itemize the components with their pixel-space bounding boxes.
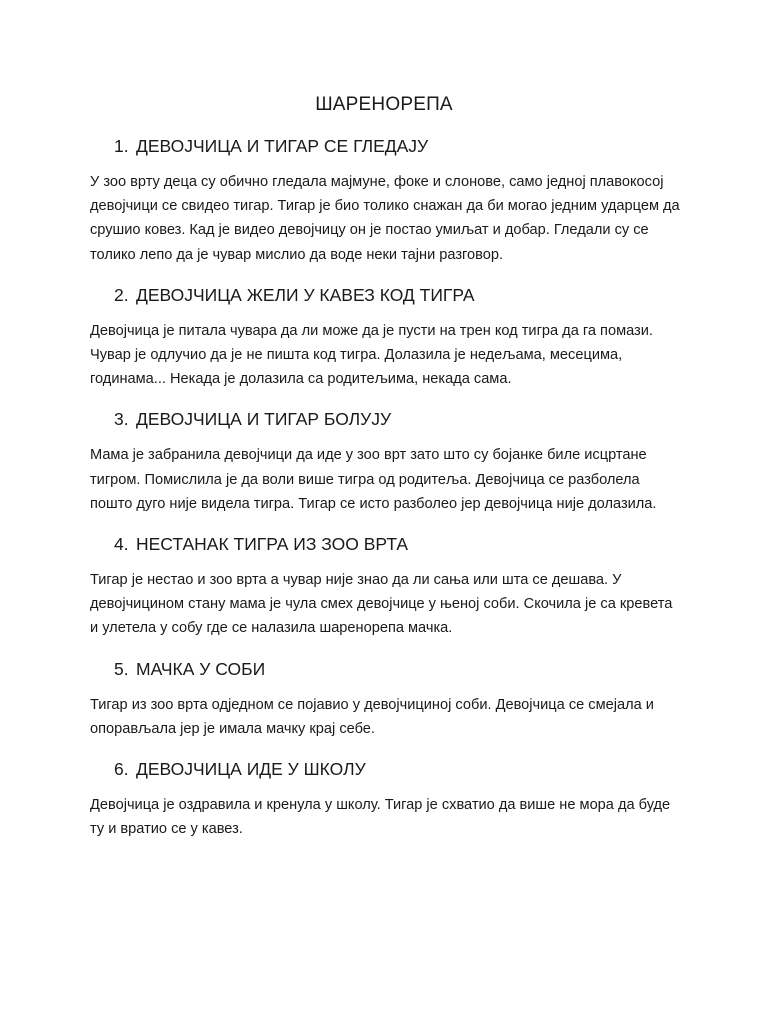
- section-heading: [90, 532, 680, 556]
- section-heading-text: МАЧКА У СОБИ: [136, 658, 266, 679]
- section-6: [90, 757, 680, 841]
- section-number: 2.: [114, 284, 129, 305]
- section-number: 3.: [114, 409, 129, 430]
- section-paragraph: Мама је забранила девојчици да иде у зоо врт зато што су бојанке биле исцртане тигром. Помислила је да воли више тигра од родитеља. Девојчица се разболела пошто дуго није видела тигра. Тигар се исто разболео јер девојчица није долазила.: [90, 447, 657, 512]
- section-number: 4.: [114, 534, 129, 555]
- section-number: 6.: [114, 759, 129, 780]
- section-paragraph: Тигар је нестао и зоо врта а чувар није знао да ли сања или шта се дешава. У девојчицином стану мама је чула смех девојчице у њеној соби. Скочила је са кревета и улетела у собу где се налазила шаренорепа мачка.: [90, 572, 673, 637]
- section-number: 1.: [114, 136, 129, 156]
- section-heading-text: НЕСТАНАК ТИГРА ИЗ ЗОО ВРТА: [136, 534, 409, 555]
- section-3: [90, 407, 680, 516]
- section-heading-text: ДЕВОЈЧИЦА И ТИГАР СЕ ГЛЕДАЈУ: [136, 136, 429, 156]
- section-heading-text: ДЕВОЈЧИЦА И ТИГАР БОЛУЈУ: [136, 409, 392, 430]
- section-paragraph: Девојчица је оздравила и кренула у школу. Тигар је схватио да више не мора да буде ту и вратио се у кавез.: [90, 797, 671, 838]
- section-heading-text: ДЕВОЈЧИЦА ИДЕ У ШКОЛУ: [136, 759, 366, 780]
- section-heading: [90, 407, 680, 431]
- section-paragraph: Девојчица је питала чувара да ли може да је пусти на трен код тигра да га помази. Чувар је одлучио да је не пишта код тигра. Долазила је недељама, месецима, годинама... Некада је долазила са родитељима, некада сама.: [90, 322, 653, 388]
- section-heading: [90, 757, 680, 781]
- section-paragraph: У зоо врту деца су обично гледала мајмуне, фоке и слонове, само једној плавокосој девојчици се свидео тигар. Тигар је био толико снажан да би могао једним ударцем да срушио ковез. Кад је видео девојчицу он је постао умиљат и добар. Гледали су се толико лепо да је чувар мислио да воде неки тајни разговор.: [90, 174, 680, 263]
- document-title: ШАРЕНОРЕПА: [315, 94, 453, 115]
- section-heading: [90, 657, 680, 681]
- section-4: [90, 532, 680, 641]
- section-list: [90, 134, 680, 857]
- section-2: [90, 283, 680, 392]
- section-paragraph: Тигар из зоо врта одједном се појавио у девојчициној соби. Девојчица се смејала и опорављала јер је имала мачку крај себе.: [90, 696, 654, 737]
- section-number: 5.: [114, 658, 129, 679]
- section-heading: [90, 134, 680, 158]
- section-heading-text: ДЕВОЈЧИЦА ЖЕЛИ У КАВЕЗ КОД ТИГРА: [136, 284, 475, 305]
- section-1: [90, 134, 680, 267]
- section-heading: [90, 283, 680, 307]
- section-5: [90, 657, 680, 741]
